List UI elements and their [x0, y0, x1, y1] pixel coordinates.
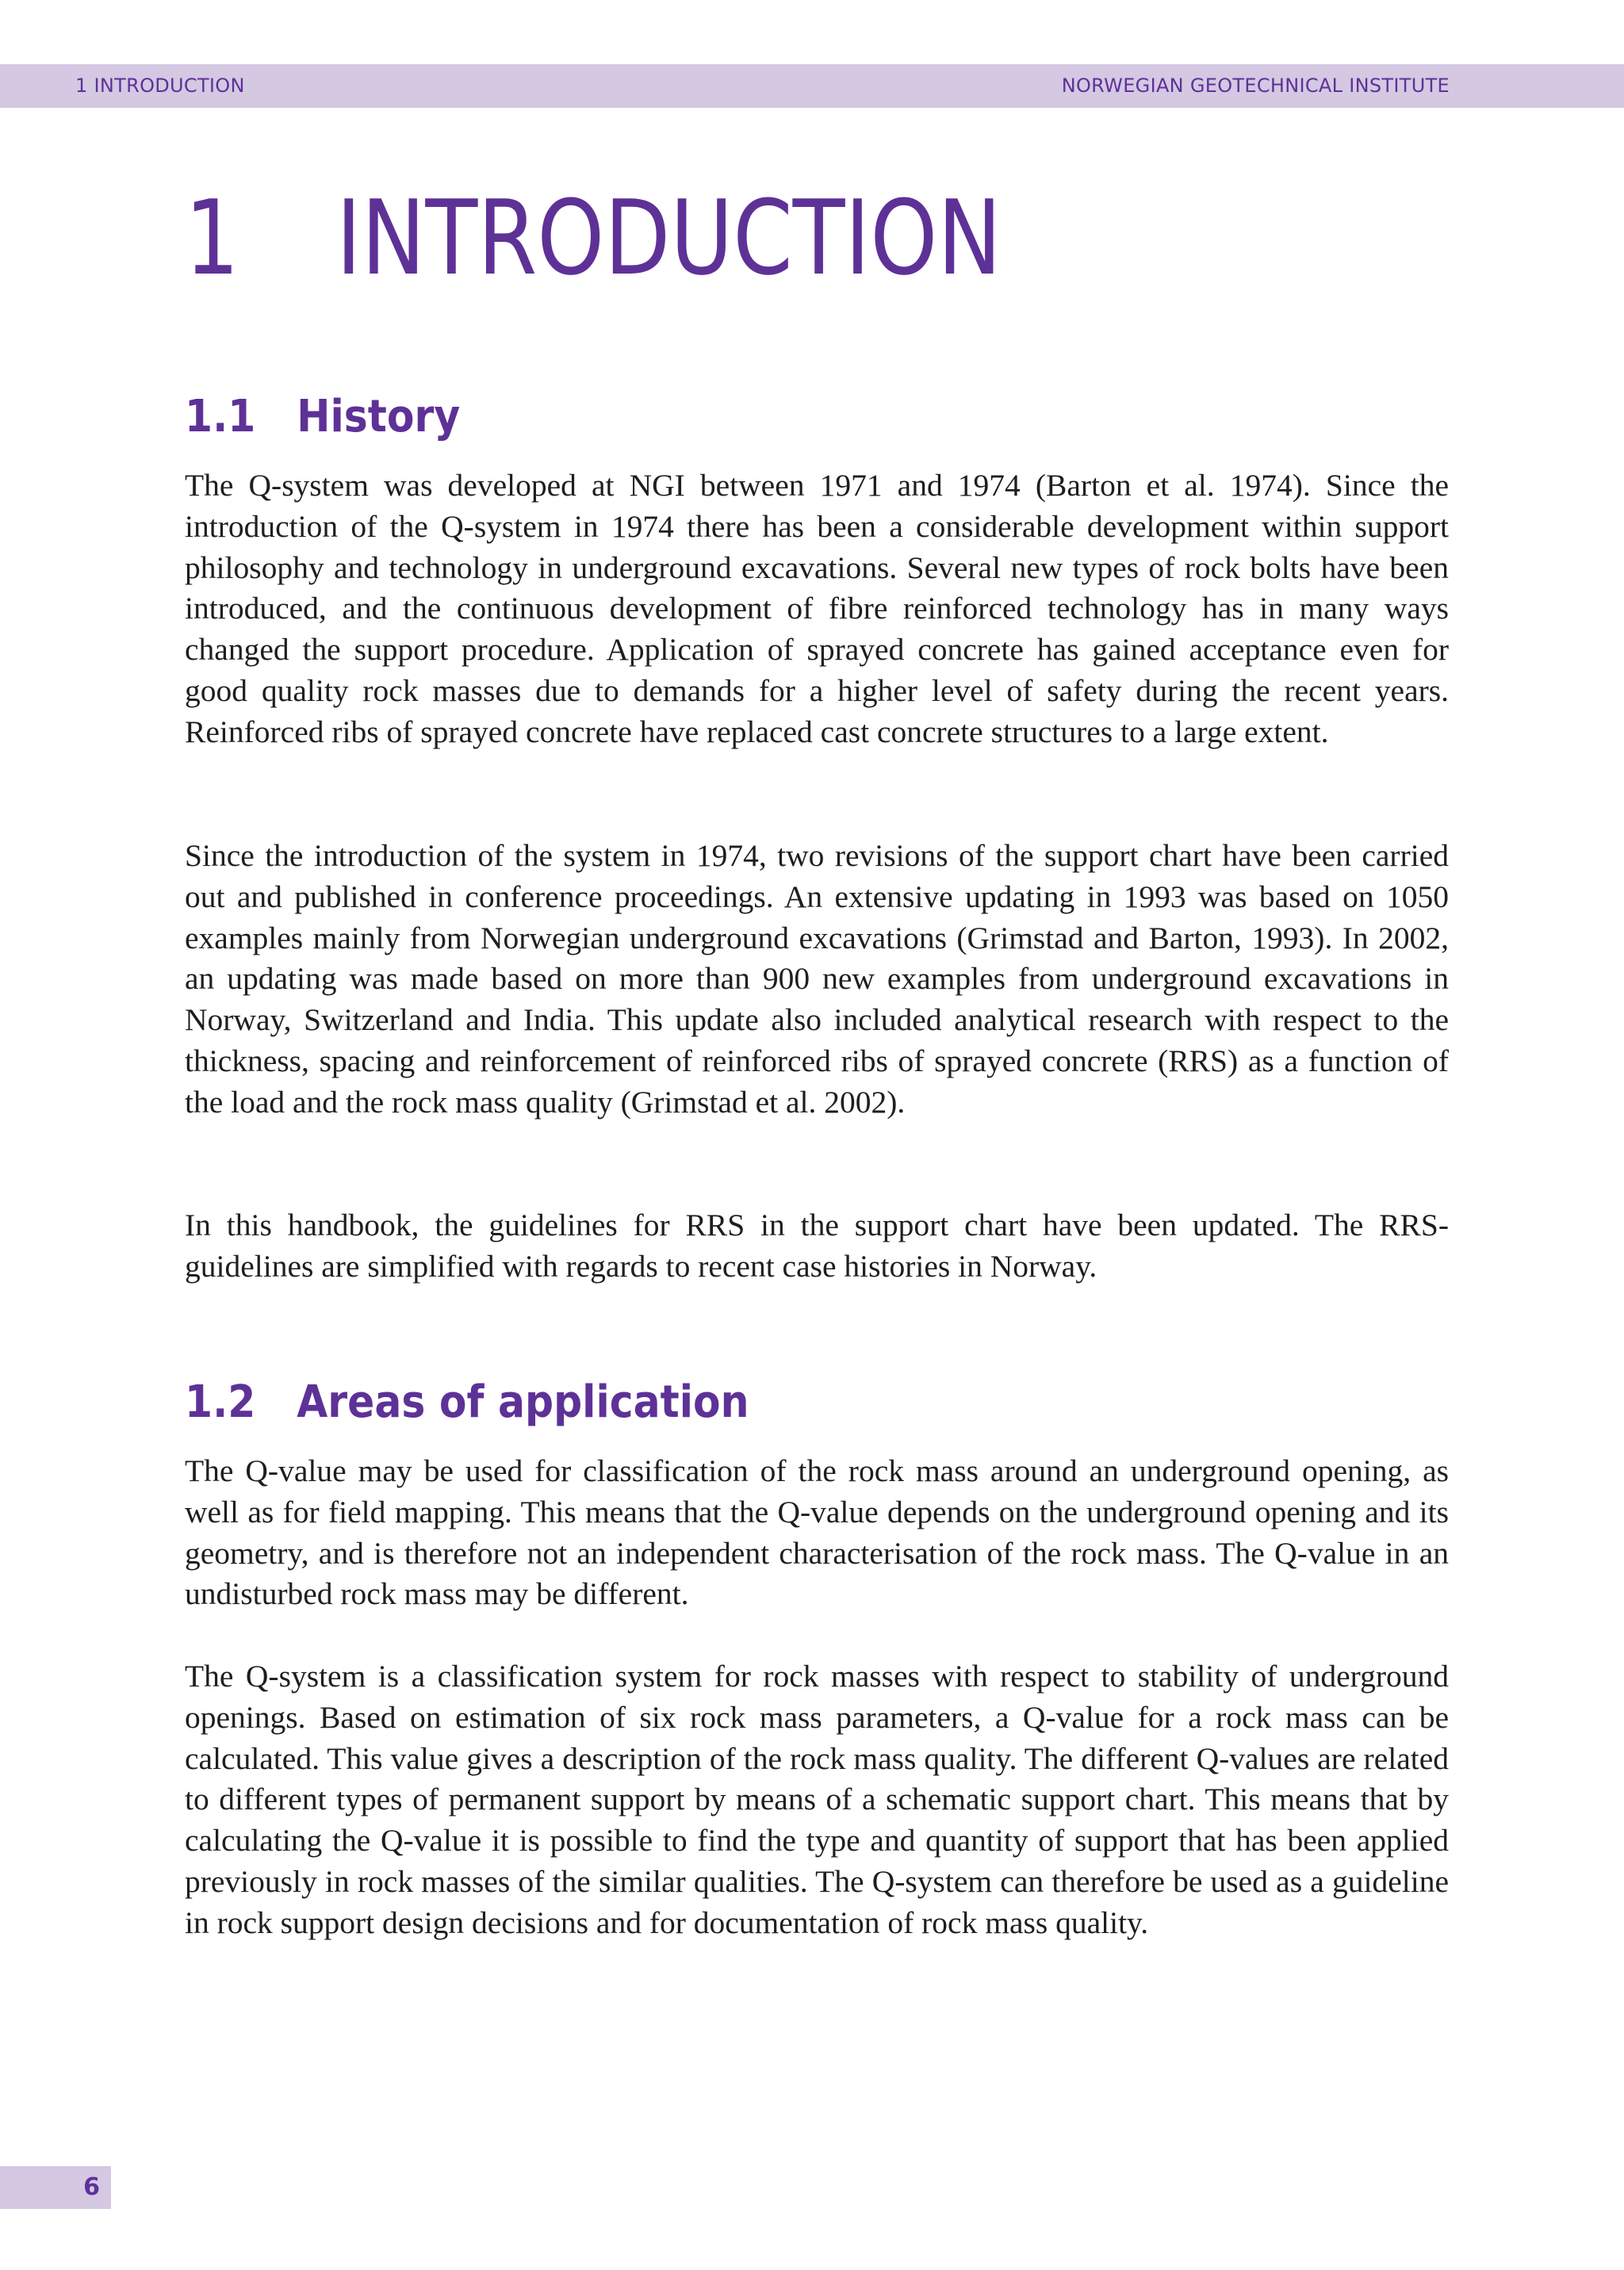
chapter-title	[185, 174, 1002, 301]
page-number-tab	[0, 2166, 111, 2209]
section-title: Areas of application	[297, 1376, 749, 1428]
running-header	[0, 64, 1624, 108]
section-heading-history	[185, 389, 460, 445]
history-paragraph-1: The Q-system was developed at NGI between 1971 and 1974 (Barton et al. 1974). Since the introduction of the Q-system in 1974 there has been a considerable development within support philosophy and technology in underground excavations. Several new types of rock bolts have been introduced, and the continuous development of fibre reinforced technology has in many ways changed the support procedure. Application of sprayed concrete has gained acceptance even for good quality rock masses due to demands for a higher level of safety during the recent years. Reinforced ribs of sprayed concrete have replaced cast concrete structures to a large extent.	[185, 468, 1449, 749]
section-number: 1.1	[185, 391, 256, 442]
chapter-title-text: INTRODUCTION	[335, 178, 1002, 298]
history-paragraph-2: Since the introduction of the system in 1974, two revisions of the support chart have been carried out and published in conference proceedings. An extensive updating in 1993 was based on 1050 examples mainly from Norwegian underground excavations (Grimstad and Barton, 1993). In 2002, an updating was made based on more than 900 new examples from underground excavations in Norway, Switzerland and India. This update also included analytical research with respect to the thickness, spacing and reinforcement of reinforced ribs of sprayed concrete (RRS) as a function of the load and the rock mass quality (Grimstad et al. 2002).	[185, 838, 1449, 1120]
section-title: History	[297, 391, 461, 442]
application-paragraph-1: The Q-value may be used for classification of the rock mass around an underground opening, as well as for field mapping. This means that the Q-value depends on the underground opening and its geometry, and is therefore not an independent characterisation of the rock mass. The Q-value in an undisturbed rock mass may be different.	[185, 1453, 1449, 1612]
header-chapter-label: 1 INTRODUCTION	[75, 75, 245, 97]
chapter-number: 1	[185, 178, 239, 298]
section-number: 1.2	[185, 1376, 256, 1428]
history-paragraph-3: In this handbook, the guidelines for RRS in the support chart have been updated. The RRS-guidelines are simplified with regards to recent case histories in Norway.	[185, 1208, 1449, 1284]
header-institute-label: NORWEGIAN GEOTECHNICAL INSTITUTE	[1061, 75, 1450, 97]
section-heading-areas-of-application	[185, 1375, 749, 1430]
application-paragraph-2: The Q-system is a classification system for rock masses with respect to stability of underground openings. Based on estimation of six rock mass parameters, a Q-value for a rock mass can be calculated. This value gives a description of the rock mass quality. The different Q-values are related to different types of permanent support by means of a schematic support chart. This means that by calculating the Q-value it is possible to find the type and quantity of support that has been applied previously in rock masses of the similar qualities. The Q-system can therefore be used as a guideline in rock support design decisions and for documentation of rock mass quality.	[185, 1659, 1449, 1940]
page-number: 6	[83, 2173, 100, 2201]
